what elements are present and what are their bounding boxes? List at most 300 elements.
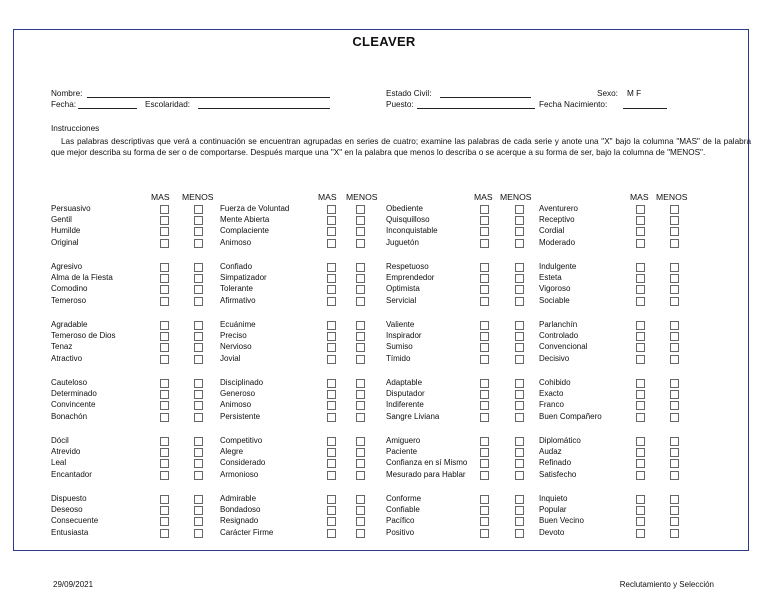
- mas-checkbox[interactable]: [480, 517, 489, 526]
- menos-checkbox[interactable]: [515, 205, 524, 214]
- menos-checkbox[interactable]: [356, 285, 365, 294]
- mas-checkbox[interactable]: [480, 471, 489, 480]
- word-label: Temeroso: [51, 295, 87, 305]
- mas-checkbox[interactable]: [636, 321, 645, 330]
- menos-checkbox[interactable]: [670, 263, 679, 272]
- menos-checkbox[interactable]: [670, 355, 679, 364]
- word-label: Inconquistable: [386, 226, 438, 236]
- menos-checkbox[interactable]: [194, 239, 203, 248]
- menos-checkbox[interactable]: [670, 517, 679, 526]
- menos-checkbox[interactable]: [194, 437, 203, 446]
- menos-checkbox[interactable]: [356, 239, 365, 248]
- menos-checkbox[interactable]: [194, 517, 203, 526]
- mas-checkbox[interactable]: [327, 239, 336, 248]
- word-label: Buen Vecino: [539, 516, 584, 526]
- menos-checkbox[interactable]: [194, 285, 203, 294]
- mas-checkbox[interactable]: [327, 205, 336, 214]
- menos-checkbox[interactable]: [194, 448, 203, 457]
- mas-checkbox[interactable]: [480, 459, 489, 468]
- word-label: Original: [51, 237, 79, 247]
- menos-checkbox[interactable]: [515, 495, 524, 504]
- word-label: Considerado: [220, 458, 266, 468]
- menos-checkbox[interactable]: [194, 355, 203, 364]
- word-label: Carácter Firme: [220, 527, 274, 537]
- menos-checkbox[interactable]: [515, 297, 524, 306]
- menos-checkbox[interactable]: [515, 343, 524, 352]
- menos-checkbox[interactable]: [670, 321, 679, 330]
- menos-checkbox[interactable]: [356, 343, 365, 352]
- mas-checkbox[interactable]: [480, 413, 489, 422]
- menos-checkbox[interactable]: [670, 448, 679, 457]
- mas-checkbox[interactable]: [327, 343, 336, 352]
- mas-checkbox[interactable]: [327, 413, 336, 422]
- word-label: Exacto: [539, 389, 564, 399]
- word-label: Indiferente: [386, 400, 424, 410]
- menos-checkbox[interactable]: [670, 390, 679, 399]
- menos-checkbox[interactable]: [194, 401, 203, 410]
- mas-checkbox[interactable]: [636, 332, 645, 341]
- menos-checkbox[interactable]: [356, 517, 365, 526]
- mas-checkbox[interactable]: [636, 379, 645, 388]
- mas-checkbox[interactable]: [480, 506, 489, 515]
- word-label: Fuerza de Voluntad: [220, 204, 290, 213]
- estado-civil-label: Estado Civil:: [386, 89, 432, 98]
- mas-checkbox[interactable]: [327, 321, 336, 330]
- word-label: Leal: [51, 458, 67, 468]
- mas-checkbox[interactable]: [636, 529, 645, 538]
- menos-checkbox[interactable]: [194, 343, 203, 352]
- mas-checkbox[interactable]: [327, 227, 336, 236]
- word-label: Cauteloso: [51, 378, 88, 387]
- menos-checkbox[interactable]: [356, 495, 365, 504]
- menos-checkbox[interactable]: [670, 343, 679, 352]
- mas-checkbox[interactable]: [327, 448, 336, 457]
- menos-checkbox[interactable]: [670, 285, 679, 294]
- word-label: Animoso: [220, 237, 252, 247]
- page-title: CLEAVER: [352, 34, 416, 49]
- menos-checkbox[interactable]: [356, 355, 365, 364]
- word-label: Confiable: [386, 505, 420, 515]
- mas-checkbox[interactable]: [327, 471, 336, 480]
- mas-checkbox[interactable]: [480, 297, 489, 306]
- mas-checkbox[interactable]: [327, 390, 336, 399]
- menos-checkbox[interactable]: [194, 332, 203, 341]
- word-label: Mente Abierta: [220, 215, 270, 225]
- mas-checkbox[interactable]: [160, 321, 169, 330]
- mas-checkbox[interactable]: [160, 274, 169, 283]
- word-label: Bondadoso: [220, 505, 261, 515]
- menos-checkbox[interactable]: [515, 471, 524, 480]
- menos-checkbox[interactable]: [356, 459, 365, 468]
- mas-checkbox[interactable]: [480, 437, 489, 446]
- mas-checkbox[interactable]: [160, 239, 169, 248]
- word-label: Admirable: [220, 494, 257, 503]
- mas-header-1: MAS: [151, 192, 170, 202]
- word-label: Convincente: [51, 400, 96, 410]
- menos-checkbox[interactable]: [356, 297, 365, 306]
- mas-checkbox[interactable]: [327, 263, 336, 272]
- word-label: Gentil: [51, 215, 72, 225]
- word-label: Amiguero: [386, 436, 421, 445]
- mas-checkbox[interactable]: [480, 239, 489, 248]
- mas-checkbox[interactable]: [636, 390, 645, 399]
- menos-checkbox[interactable]: [670, 437, 679, 446]
- instructions-heading: Instrucciones: [51, 124, 100, 133]
- word-label: Preciso: [220, 331, 247, 341]
- menos-checkbox[interactable]: [356, 227, 365, 236]
- menos-checkbox[interactable]: [515, 274, 524, 283]
- menos-checkbox[interactable]: [515, 401, 524, 410]
- mas-checkbox[interactable]: [327, 459, 336, 468]
- menos-checkbox[interactable]: [194, 459, 203, 468]
- menos-header-3: MENOS: [500, 192, 532, 202]
- menos-checkbox[interactable]: [670, 471, 679, 480]
- mas-checkbox[interactable]: [160, 216, 169, 225]
- word-label: Tímido: [386, 353, 411, 363]
- mas-checkbox[interactable]: [636, 274, 645, 283]
- word-label: Satisfecho: [539, 469, 577, 479]
- menos-checkbox[interactable]: [356, 401, 365, 410]
- mas-header-4: MAS: [630, 192, 649, 202]
- word-label: Simpatizador: [220, 273, 267, 283]
- word-label: Agradable: [51, 320, 88, 329]
- puesto-label: Puesto:: [386, 100, 414, 109]
- fecha-nacimiento-field[interactable]: [623, 108, 667, 109]
- menos-checkbox[interactable]: [515, 379, 524, 388]
- menos-checkbox[interactable]: [194, 413, 203, 422]
- mas-checkbox[interactable]: [480, 390, 489, 399]
- menos-checkbox[interactable]: [515, 459, 524, 468]
- word-label: Resignado: [220, 516, 259, 526]
- menos-checkbox[interactable]: [670, 459, 679, 468]
- mas-checkbox[interactable]: [636, 227, 645, 236]
- mas-checkbox[interactable]: [636, 343, 645, 352]
- word-label: Cordial: [539, 226, 565, 236]
- menos-checkbox[interactable]: [356, 332, 365, 341]
- menos-checkbox[interactable]: [670, 205, 679, 214]
- menos-checkbox[interactable]: [515, 517, 524, 526]
- mas-checkbox[interactable]: [480, 355, 489, 364]
- menos-checkbox[interactable]: [194, 216, 203, 225]
- menos-checkbox[interactable]: [194, 274, 203, 283]
- menos-checkbox[interactable]: [356, 274, 365, 283]
- word-label: Atractivo: [51, 353, 83, 363]
- mas-checkbox[interactable]: [480, 343, 489, 352]
- mas-checkbox[interactable]: [327, 332, 336, 341]
- menos-checkbox[interactable]: [356, 379, 365, 388]
- word-label: Positivo: [386, 527, 415, 537]
- menos-checkbox[interactable]: [515, 355, 524, 364]
- mas-checkbox[interactable]: [636, 216, 645, 225]
- mas-checkbox[interactable]: [480, 332, 489, 341]
- word-label: Indulgente: [539, 262, 577, 271]
- mas-checkbox[interactable]: [636, 517, 645, 526]
- instructions-text: Las palabras descriptivas que verá a continuación se encuentran agrupadas en series de cuatro; examine las palabras de cada serie y anote una "X" bajo la columna "MAS" de la palabra que mejor describa su forma de ser o de comportarse. Después marque una "X" en la palabra que menos lo describa o se acerque a su forma de ser, bajo la columna de "MENOS".: [51, 137, 751, 157]
- mas-checkbox[interactable]: [160, 506, 169, 515]
- mas-checkbox[interactable]: [480, 205, 489, 214]
- menos-checkbox[interactable]: [670, 401, 679, 410]
- word-label: Moderado: [539, 237, 576, 247]
- mas-checkbox[interactable]: [480, 274, 489, 283]
- mas-checkbox[interactable]: [160, 495, 169, 504]
- mas-checkbox[interactable]: [160, 459, 169, 468]
- menos-checkbox[interactable]: [194, 379, 203, 388]
- menos-checkbox[interactable]: [194, 321, 203, 330]
- word-label: Mesurado para Hablar: [386, 469, 466, 479]
- mas-checkbox[interactable]: [480, 495, 489, 504]
- mas-checkbox[interactable]: [160, 379, 169, 388]
- word-label: Controlado: [539, 331, 579, 341]
- menos-checkbox[interactable]: [356, 529, 365, 538]
- mas-checkbox[interactable]: [160, 401, 169, 410]
- mas-checkbox[interactable]: [636, 437, 645, 446]
- mas-checkbox[interactable]: [160, 227, 169, 236]
- menos-checkbox[interactable]: [515, 529, 524, 538]
- word-label: Esteta: [539, 273, 562, 283]
- nombre-field[interactable]: [87, 97, 330, 98]
- menos-checkbox[interactable]: [515, 506, 524, 515]
- menos-checkbox[interactable]: [194, 529, 203, 538]
- menos-checkbox[interactable]: [515, 390, 524, 399]
- word-label: Paciente: [386, 447, 418, 457]
- mas-checkbox[interactable]: [636, 471, 645, 480]
- word-label: Consecuente: [51, 516, 99, 526]
- menos-checkbox[interactable]: [515, 285, 524, 294]
- word-label: Dispuesto: [51, 494, 87, 503]
- menos-checkbox[interactable]: [194, 390, 203, 399]
- menos-checkbox[interactable]: [356, 471, 365, 480]
- word-label: Aventurero: [539, 204, 578, 213]
- mas-checkbox[interactable]: [636, 355, 645, 364]
- menos-checkbox[interactable]: [356, 413, 365, 422]
- mas-checkbox[interactable]: [636, 297, 645, 306]
- mas-checkbox[interactable]: [480, 216, 489, 225]
- menos-checkbox[interactable]: [670, 506, 679, 515]
- mas-checkbox[interactable]: [636, 401, 645, 410]
- mas-checkbox[interactable]: [327, 274, 336, 283]
- mas-checkbox[interactable]: [160, 205, 169, 214]
- mas-checkbox[interactable]: [160, 355, 169, 364]
- word-label: Complaciente: [220, 226, 269, 236]
- menos-checkbox[interactable]: [356, 506, 365, 515]
- mas-checkbox[interactable]: [636, 263, 645, 272]
- mas-checkbox[interactable]: [636, 506, 645, 515]
- mas-checkbox[interactable]: [160, 297, 169, 306]
- menos-checkbox[interactable]: [670, 495, 679, 504]
- word-label: Nervioso: [220, 342, 252, 352]
- menos-checkbox[interactable]: [194, 227, 203, 236]
- word-label: Bonachón: [51, 411, 88, 421]
- menos-checkbox[interactable]: [194, 297, 203, 306]
- mas-checkbox[interactable]: [636, 205, 645, 214]
- word-label: Cohibido: [539, 378, 571, 387]
- word-label: Juguetón: [386, 237, 419, 247]
- menos-checkbox[interactable]: [515, 216, 524, 225]
- word-label: Competitivo: [220, 436, 263, 445]
- menos-checkbox[interactable]: [670, 413, 679, 422]
- mas-checkbox[interactable]: [160, 332, 169, 341]
- menos-checkbox[interactable]: [670, 274, 679, 283]
- nombre-label: Nombre:: [51, 89, 83, 98]
- word-label: Optimista: [386, 284, 420, 294]
- word-label: Audaz: [539, 447, 562, 457]
- word-label: Decisivo: [539, 353, 570, 363]
- word-label: Deseoso: [51, 505, 83, 515]
- menos-checkbox[interactable]: [670, 379, 679, 388]
- word-label: Conforme: [386, 494, 422, 503]
- mas-checkbox[interactable]: [327, 379, 336, 388]
- mas-checkbox[interactable]: [160, 529, 169, 538]
- word-label: Popular: [539, 505, 567, 515]
- mas-checkbox[interactable]: [160, 390, 169, 399]
- menos-checkbox[interactable]: [356, 437, 365, 446]
- mas-checkbox[interactable]: [160, 285, 169, 294]
- footer-date: 29/09/2021: [53, 580, 94, 589]
- word-label: Buen Compañero: [539, 411, 602, 421]
- fecha-nacimiento-label: Fecha Nacimiento:: [539, 100, 608, 109]
- mas-checkbox[interactable]: [327, 355, 336, 364]
- mas-checkbox[interactable]: [480, 448, 489, 457]
- menos-checkbox[interactable]: [515, 448, 524, 457]
- mas-checkbox[interactable]: [480, 401, 489, 410]
- menos-checkbox[interactable]: [670, 297, 679, 306]
- word-label: Inspirador: [386, 331, 422, 341]
- mas-checkbox[interactable]: [636, 285, 645, 294]
- menos-checkbox[interactable]: [670, 332, 679, 341]
- word-label: Parlanchín: [539, 320, 578, 329]
- mas-checkbox[interactable]: [480, 285, 489, 294]
- menos-checkbox[interactable]: [515, 239, 524, 248]
- mas-checkbox[interactable]: [327, 529, 336, 538]
- word-label: Servicial: [386, 295, 417, 305]
- menos-checkbox[interactable]: [515, 413, 524, 422]
- word-label: Refinado: [539, 458, 572, 468]
- mas-checkbox[interactable]: [160, 437, 169, 446]
- word-label: Obediente: [386, 204, 423, 213]
- mas-checkbox[interactable]: [160, 263, 169, 272]
- menos-checkbox[interactable]: [515, 437, 524, 446]
- mas-checkbox[interactable]: [160, 343, 169, 352]
- word-label: Humilde: [51, 226, 81, 236]
- menos-checkbox[interactable]: [515, 332, 524, 341]
- menos-checkbox[interactable]: [515, 263, 524, 272]
- word-label: Confianza en sí Mismo: [386, 458, 468, 468]
- mas-checkbox[interactable]: [480, 529, 489, 538]
- mas-checkbox[interactable]: [480, 379, 489, 388]
- word-label: Disciplinado: [220, 378, 264, 387]
- menos-checkbox[interactable]: [670, 216, 679, 225]
- word-label: Devoto: [539, 527, 565, 537]
- sexo-options[interactable]: M F: [627, 89, 642, 98]
- word-label: Quisquilloso: [386, 215, 430, 225]
- word-label: Adaptable: [386, 378, 423, 387]
- word-label: Alegre: [220, 447, 244, 457]
- word-label: Comodino: [51, 284, 88, 294]
- mas-checkbox[interactable]: [160, 471, 169, 480]
- menos-header-4: MENOS: [656, 192, 688, 202]
- menos-checkbox[interactable]: [194, 495, 203, 504]
- word-label: Entusiasta: [51, 527, 89, 537]
- menos-checkbox[interactable]: [194, 471, 203, 480]
- word-label: Respetuoso: [386, 262, 429, 271]
- mas-checkbox[interactable]: [327, 506, 336, 515]
- word-label: Valiente: [386, 320, 415, 329]
- word-label: Vigoroso: [539, 284, 571, 294]
- word-label: Pacífico: [386, 516, 415, 526]
- menos-checkbox[interactable]: [194, 205, 203, 214]
- mas-checkbox[interactable]: [636, 239, 645, 248]
- menos-header-2: MENOS: [346, 192, 378, 202]
- mas-checkbox[interactable]: [480, 321, 489, 330]
- escolaridad-field[interactable]: [198, 108, 330, 109]
- mas-checkbox[interactable]: [327, 297, 336, 306]
- mas-header-3: MAS: [474, 192, 493, 202]
- menos-checkbox[interactable]: [356, 216, 365, 225]
- mas-checkbox[interactable]: [327, 216, 336, 225]
- escolaridad-label: Escolaridad:: [145, 100, 191, 109]
- word-label: Persistente: [220, 411, 261, 421]
- menos-checkbox[interactable]: [670, 239, 679, 248]
- menos-checkbox[interactable]: [194, 506, 203, 515]
- menos-checkbox[interactable]: [515, 227, 524, 236]
- word-label: Franco: [539, 400, 564, 410]
- menos-checkbox[interactable]: [356, 448, 365, 457]
- fecha-field[interactable]: [78, 108, 137, 109]
- mas-checkbox[interactable]: [636, 495, 645, 504]
- word-label: Jovial: [220, 353, 241, 363]
- mas-checkbox[interactable]: [327, 437, 336, 446]
- mas-checkbox[interactable]: [636, 448, 645, 457]
- mas-checkbox[interactable]: [327, 401, 336, 410]
- mas-checkbox[interactable]: [480, 263, 489, 272]
- word-label: Afirmativo: [220, 295, 256, 305]
- footer-department: Reclutamiento y Selección: [619, 580, 714, 589]
- mas-checkbox[interactable]: [160, 413, 169, 422]
- mas-checkbox[interactable]: [327, 285, 336, 294]
- mas-checkbox[interactable]: [160, 448, 169, 457]
- mas-checkbox[interactable]: [636, 413, 645, 422]
- mas-checkbox[interactable]: [327, 495, 336, 504]
- menos-checkbox[interactable]: [670, 529, 679, 538]
- word-label: Confiado: [220, 262, 253, 271]
- estado-civil-field[interactable]: [440, 97, 531, 98]
- word-label: Tolerante: [220, 284, 253, 294]
- word-label: Convencional: [539, 342, 588, 352]
- word-label: Generoso: [220, 389, 256, 399]
- mas-header-2: MAS: [318, 192, 337, 202]
- menos-checkbox[interactable]: [356, 263, 365, 272]
- menos-checkbox[interactable]: [515, 321, 524, 330]
- word-label: Sumiso: [386, 342, 413, 352]
- word-label: Sociable: [539, 295, 570, 305]
- sexo-label: Sexo:: [597, 89, 618, 98]
- word-label: Dócil: [51, 436, 69, 445]
- menos-checkbox[interactable]: [194, 263, 203, 272]
- word-label: Encantador: [51, 469, 92, 479]
- menos-checkbox[interactable]: [356, 321, 365, 330]
- word-label: Ecuánime: [220, 320, 256, 329]
- mas-checkbox[interactable]: [327, 517, 336, 526]
- puesto-field[interactable]: [417, 108, 535, 109]
- menos-checkbox[interactable]: [356, 205, 365, 214]
- mas-checkbox[interactable]: [160, 517, 169, 526]
- menos-checkbox[interactable]: [670, 227, 679, 236]
- menos-checkbox[interactable]: [356, 390, 365, 399]
- word-label: Temeroso de Dios: [51, 331, 116, 341]
- word-label: Persuasivo: [51, 204, 91, 213]
- mas-checkbox[interactable]: [480, 227, 489, 236]
- mas-checkbox[interactable]: [636, 459, 645, 468]
